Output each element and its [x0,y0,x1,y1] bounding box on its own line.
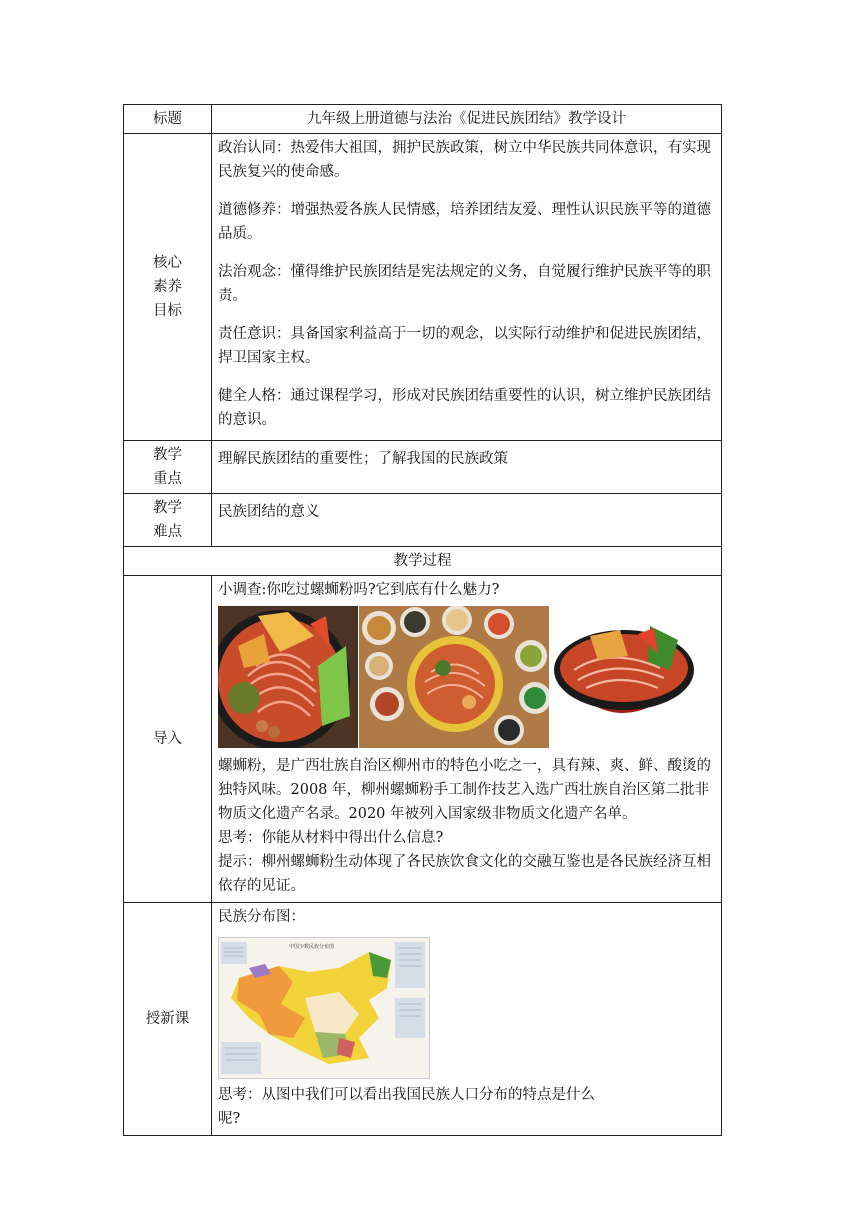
core-label-line: 素养 [153,279,182,295]
new-lesson-content [212,903,722,1136]
title-value: 九年级上册道德与法治《促进民族团结》教学设计 [212,105,722,134]
ethnic-map-image [218,937,430,1079]
lesson-plan-table [123,104,722,1136]
core-goals-row [124,134,722,441]
process-header: 教学过程 [124,547,722,576]
food-spread-photo [359,606,549,748]
difficulty-row [124,494,722,547]
title-label: 标题 [124,105,212,134]
title-row [124,105,722,134]
core-label-line: 核心 [153,255,182,271]
noodle-bowl-photo-2 [550,606,698,748]
intro-think: 思考：你能从材料中得出什么信息? [218,830,444,846]
diff-label-line: 教学 [153,500,182,516]
core-goals-label [124,134,212,441]
core-label-line: 目标 [153,303,182,319]
intro-content [212,576,722,903]
key-points-label [124,441,212,494]
key-label-line: 教学 [153,447,182,463]
process-header-row [124,547,722,576]
intro-row [124,576,722,903]
difficulty-value: 民族团结的意义 [212,494,722,547]
map-think: 思考：从图中我们可以看出我国民族人口分布的特点是什么呢? [218,1087,595,1127]
core-goals-content [212,134,722,441]
goal-moral: 道德修养：增强热爱各族人民情感，培养团结友爱、理性认识民族平等的道德品质。 [218,202,711,242]
difficulty-label [124,494,212,547]
noodle-bowl-photo-1 [218,606,358,748]
goal-responsibility: 责任意识：具备国家利益高于一切的观念，以实际行动维护和促进民族团结，捍卫国家主权。 [218,326,711,366]
diff-label-line: 难点 [153,524,182,540]
map-caption: 民族分布图： [218,909,305,925]
key-label-line: 重点 [153,471,182,487]
intro-question: 小调查:你吃过螺蛳粉吗?它到底有什么魅力? [218,582,500,598]
intro-paragraph: 螺蛳粉，是广西壮族自治区柳州市的特色小吃之一，具有辣、爽、鲜、酸烫的独特风味。2008 年，柳州螺蛳粉手工制作技艺入选广西壮族自治区第二批非物质文化遗产名录。2020 年被列入国家级非物质文化遗产名单。 [218,758,711,822]
goal-law: 法治观念：懂得维护民族团结是宪法规定的义务，自觉履行维护民族平等的职责。 [218,264,711,304]
key-points-value: 理解民族团结的重要性；了解我国的民族政策 [212,441,722,494]
key-points-row [124,441,722,494]
goal-personality: 健全人格：通过课程学习，形成对民族团结重要性的认识，树立维护民族团结的意识。 [218,388,711,428]
food-photos [218,606,715,754]
map-title: 中国少数民族分布图 [289,944,335,950]
intro-hint: 提示：柳州螺蛳粉生动体现了各民族饮食文化的交融互鉴也是各民族经济互相依存的见证。 [218,854,711,894]
new-lesson-row [124,903,722,1136]
goal-political: 政治认同：热爱伟大祖国，拥护民族政策，树立中华民族共同体意识，有实现民族复兴的使命感。 [218,140,711,180]
intro-label: 导入 [124,576,212,903]
new-lesson-label: 授新课 [124,903,212,1136]
